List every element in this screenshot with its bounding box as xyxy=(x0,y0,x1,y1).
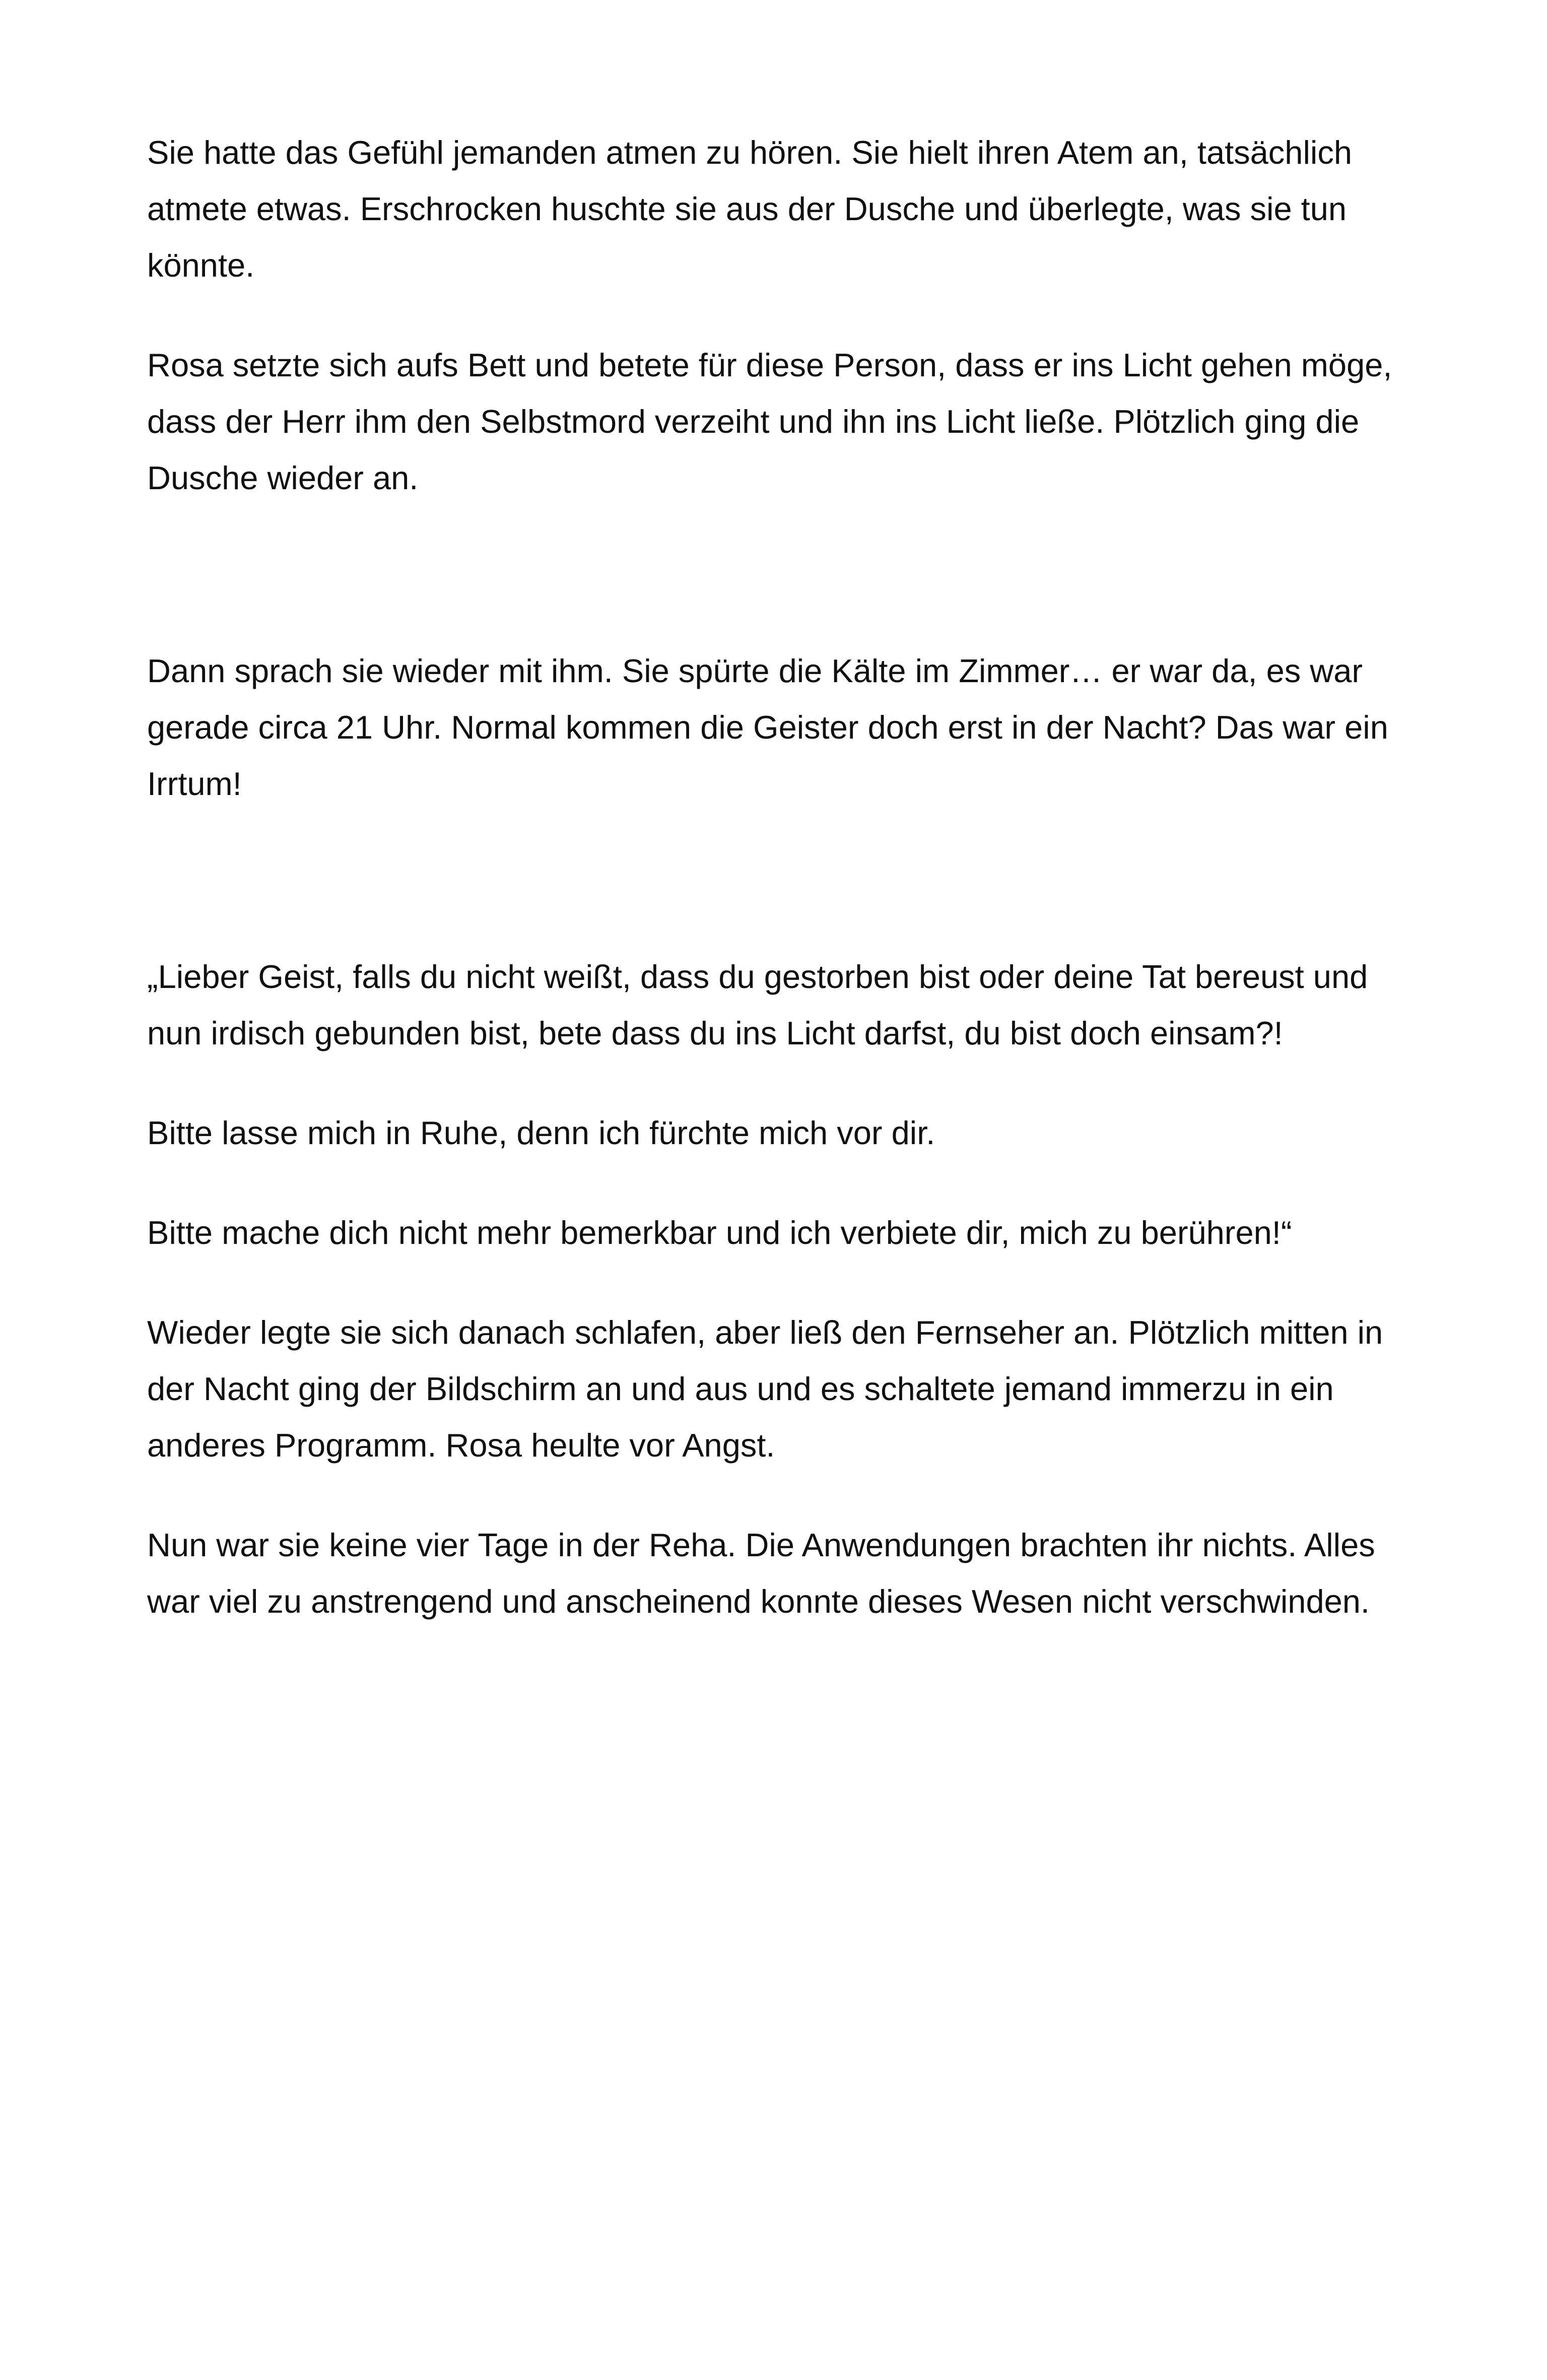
paragraph-4: „Lieber Geist, falls du nicht weißt, dass du gestorben bist oder deine Tat bereust und nun irdisch gebunden bist, bete dass du ins Licht darfst, du bist doch einsam?! xyxy=(147,958,1368,1051)
body-text xyxy=(147,124,1417,1630)
paragraph-5: Bitte lasse mich in Ruhe, denn ich fürchte mich vor dir. xyxy=(147,1114,935,1151)
paragraph-spacer xyxy=(147,294,1417,337)
paragraph-3: Dann sprach sie wieder mit ihm. Sie spürte die Kälte im Zimmer… er war da, es war gerade circa 21 Uhr. Normal kommen die Geister doch erst in der Nacht? Das war ein Irrtum! xyxy=(147,652,1388,802)
paragraph-8: Nun war sie keine vier Tage in der Reha. Die Anwendungen brachten ihr nichts. Alles war viel zu anstrengend und anscheinend konnte dieses Wesen nicht verschwinden. xyxy=(147,1527,1375,1620)
paragraph-7: Wieder legte sie sich danach schlafen, aber ließ den Fernseher an. Plötzlich mitten in der Nacht ging der Bildschirm an und aus und es schaltete jemand immerzu in ein anderes Programm. Rosa heulte vor Angst. xyxy=(147,1314,1383,1464)
paragraph-6: Bitte mache dich nicht mehr bemerkbar und ich verbiete dir, mich zu berühren!“ xyxy=(147,1214,1292,1251)
paragraph-1: Sie hatte das Gefühl jemanden atmen zu hören. Sie hielt ihren Atem an, tatsächlich atmete etwas. Erschrocken huschte sie aus der Dusche und überlegte, was sie tun könnte. xyxy=(147,134,1352,284)
paragraph-spacer xyxy=(147,812,1417,949)
paragraph-spacer xyxy=(147,506,1417,643)
paragraph-spacer xyxy=(147,1261,1417,1304)
paragraph-spacer xyxy=(147,1161,1417,1205)
paragraph-2: Rosa setzte sich aufs Bett und betete für diese Person, dass er ins Licht gehen möge, dass der Herr ihm den Selbstmord verzeiht und ihn ins Licht ließe. Plötzlich ging die Dusche wieder an. xyxy=(147,347,1392,496)
paragraph-spacer xyxy=(147,1062,1417,1105)
paragraph-spacer xyxy=(147,1474,1417,1517)
